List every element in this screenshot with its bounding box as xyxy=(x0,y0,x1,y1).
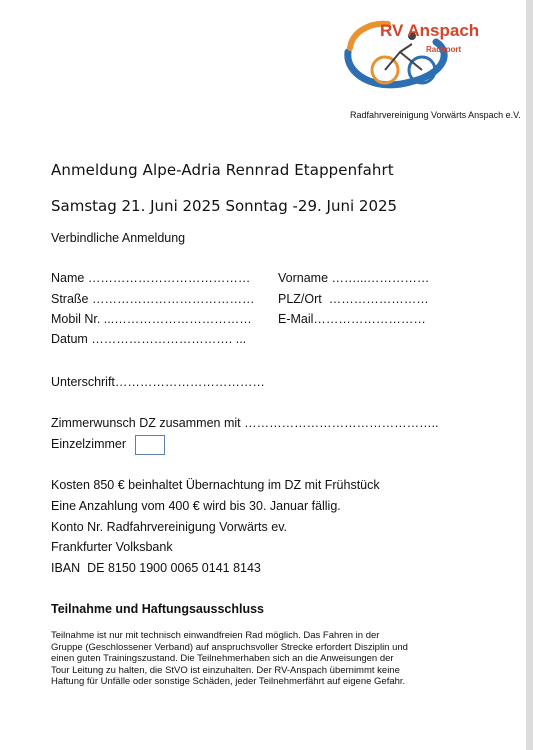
liability-line: Tour Leitung zu halten, die StVO ist einzuhalten. Der RV-Anspach übernimmt keine xyxy=(51,664,400,676)
einzelzimmer-checkbox[interactable] xyxy=(135,435,165,455)
liability-line: Haftung für Unfälle oder sonstige Schäden, jeder Teilnehmerfährt auf eigene Gefahr. xyxy=(51,676,406,688)
vorname-field[interactable]: Vorname ……...…………… xyxy=(278,271,430,285)
club-logo xyxy=(340,12,480,100)
document-title: Anmeldung Alpe-Adria Rennrad Etappenfahrt xyxy=(51,161,394,179)
liability-text xyxy=(51,630,471,688)
logo-name: RV Anspach xyxy=(380,21,480,40)
liability-line: Teilnahme ist nur mit technisch einwandfreien Rad möglich. Das Fahren in der xyxy=(51,630,380,641)
page-edge xyxy=(526,0,533,750)
liability-heading: Teilnahme und Haftungsausschluss xyxy=(51,602,265,616)
info-line: Eine Anzahlung vom 400 € wird bis 30. Januar fällig. xyxy=(51,499,341,513)
event-dates: Samstag 21. Juni 2025 Sonntag -29. Juni 2025 xyxy=(51,197,398,215)
liability-line: Gruppe (Geschlossener Verband) auf anspruchsvoller Strecke erfordert Disziplin und xyxy=(51,641,408,653)
info-line: Frankfurter Volksbank xyxy=(51,540,173,554)
strasse-field[interactable]: Straße ………………………………… xyxy=(51,292,255,306)
zimmerwunsch-field[interactable]: Zimmerwunsch DZ zusammen mit ……………………………………….. xyxy=(51,416,439,430)
name-field[interactable]: Name ………………………………… xyxy=(51,271,251,285)
club-name: Radfahrvereinigung Vorwärts Anspach e.V. xyxy=(350,110,521,120)
info-line: IBAN DE 8150 1900 0065 0141 8143 xyxy=(51,561,261,575)
info-line: Kosten 850 € beinhaltet Übernachtung im DZ mit Frühstück xyxy=(51,478,380,492)
info-line: Konto Nr. Radfahrvereinigung Vorwärts ev. xyxy=(51,520,288,534)
mobil-field[interactable]: Mobil Nr. ...…………………………… xyxy=(51,312,252,326)
liability-line: einen guten Trainingszustand. Die Teilnehmerhaben sich an die Anweisungen der xyxy=(51,653,394,665)
subtitle: Verbindliche Anmeldung xyxy=(51,231,186,245)
unterschrift-field[interactable]: Unterschrift……………………………… xyxy=(51,375,265,389)
einzelzimmer-label: Einzelzimmer xyxy=(51,437,127,451)
email-field[interactable]: E-Mail……………………… xyxy=(278,312,426,326)
plz-ort-field[interactable]: PLZ/Ort …………………… xyxy=(278,292,429,306)
datum-field[interactable]: Datum ……………………………. ... xyxy=(51,332,247,346)
logo-sub: Radsport xyxy=(426,45,462,54)
